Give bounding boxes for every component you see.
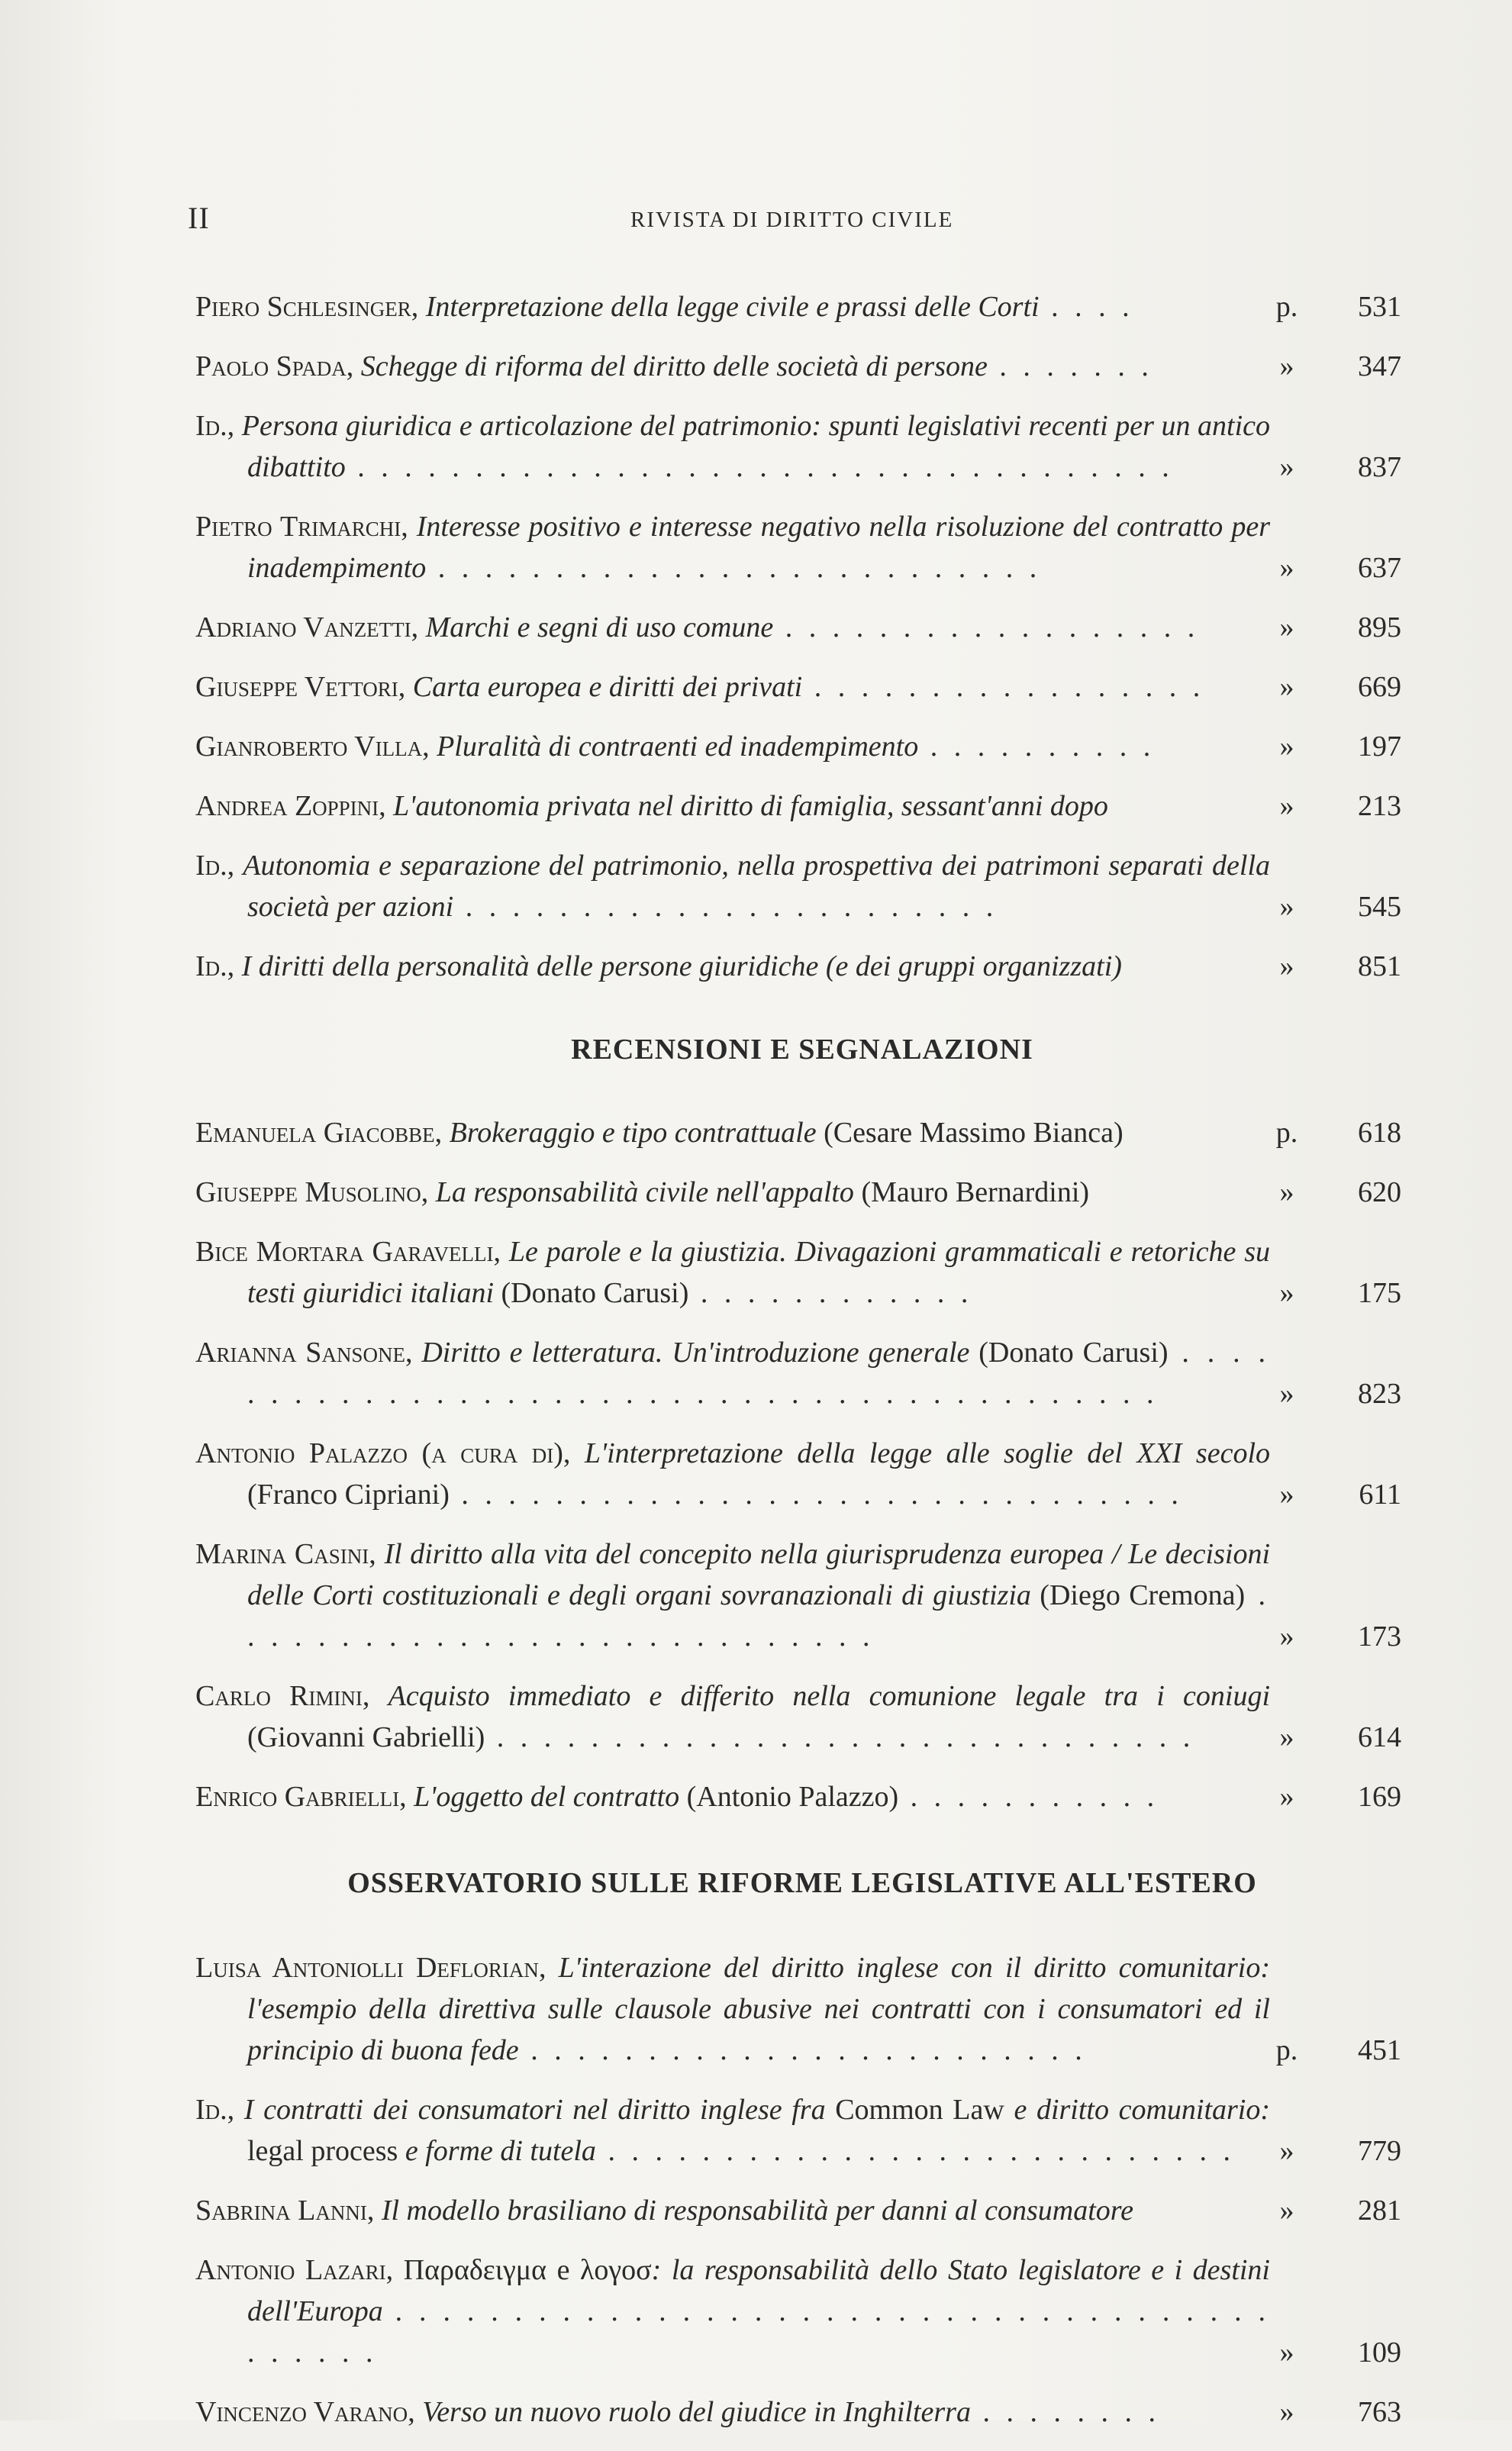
page-prefix: » [1279,1621,1294,1653]
toc-entry[interactable]: Id., Persona giuridica e articolazione del patrimonio: spunti legislativi recenti per un antico dibattito . . . . . . . . . . . . . . . . . . . . . . . . . . . . . . . . . . . » 837 [195,405,1409,488]
entry-title: Interesse positivo e interesse negativo nella risoluzione del contratto per inadempimento [247,511,1271,584]
entry-reviewer: (Franco Cipriani) [247,1479,450,1511]
dot-leader: . . . . . . . . . . . . . . . . . . . . . . . . . . . . . . . . . . . . . . . . . . . [247,2295,1270,2369]
entry-title-roman: legal process [247,2135,405,2167]
toc-entry[interactable]: Luisa Antoniolli Deflorian, L'interazione del diritto inglese con il diritto comunitario: l'esempio della direttiva sulle clausole abusive nei contratti con i consumatori ed il principio di buona fede . . . . . . . . . . . . . . . . . . . . . . . . p. 451 [195,1947,1409,2071]
entry-author: Enrico Gabrielli [195,1781,400,1813]
page-number: 197 [1358,730,1401,763]
dot-leader: . . . . . . . . . . . . . . . . . . . . . . . . . . . . . . . . . . . . . . . . . . . [247,1337,1271,1410]
entry-reviewer: (Giovanni Gabrielli) [247,1721,485,1753]
entry-reviewer: (Diego Cremona) [1040,1579,1246,1611]
page-prefix: » [1279,1277,1294,1309]
dot-leader: . . . . . . . [987,350,1153,382]
toc-entry[interactable]: Piero Schlesinger, Interpretazione della legge civile e prassi delle Corti . . . . p. 531 [195,286,1409,327]
page-prefix: » [1279,611,1294,643]
page-prefix: » [1279,1781,1294,1813]
entry-author: Antonio Palazzo (a cura di) [195,1437,563,1469]
dot-leader: . . . . . . . . . . . . . . . . . . . . . . . . . . . . . . . [449,1479,1183,1511]
page-prefix: » [1279,2135,1294,2167]
entry-title: Carta europea e diritti dei privati [412,671,803,703]
dot-leader: . . . . . . . . . . . . . . . . . . . . . . . . . . . . [247,1579,1271,1653]
entry-title-roman: e [546,2254,580,2286]
running-title: RIVISTA DI DIRITTO CIVILE [630,208,954,232]
toc-entry[interactable]: Emanuela Giacobbe, Brokeraggio e tipo contrattuale (Cesare Massimo Bianca) p. 618 [195,1112,1409,1153]
page-number: 213 [1358,790,1401,822]
entry-author: Adriano Vanzetti [195,611,411,643]
entry-title: Acquisto immediato e differito nella comunione legale tra i coniugi [388,1680,1271,1712]
toc-entry[interactable]: Arianna Sansone, Diritto e letteratura. Un'introduzione generale (Donato Carusi) . . . . . . . . . . . . . . . . . . . . . . . . . . . . . . . . . . . . . . . . . . . » 823 [195,1332,1409,1414]
entry-title: L'interpretazione della legge alle soglie del XXI secolo [584,1437,1270,1469]
page-number: 620 [1358,1176,1401,1208]
toc-entry[interactable]: Sabrina Lanni, Il modello brasiliano di responsabilità per danni al consumatore » 281 [195,2190,1409,2231]
page-ref [1272,1616,1401,1657]
page-prefix: » [1279,2396,1294,2428]
page-ref [1272,286,1401,327]
page-ref [1272,447,1401,488]
entry-title-part: e forme di tutela [405,2135,596,2167]
page-ref [1272,2030,1401,2071]
page-prefix: » [1279,950,1294,982]
page-prefix: p. [1275,2034,1298,2066]
page-number: 779 [1358,2135,1401,2167]
page-header [188,200,1409,246]
entry-author: Arianna Sansone [195,1337,405,1369]
entry-author: Andrea Zoppini [195,790,379,822]
entry-title: L'autonomia privata nel diritto di famiglia, sessant'anni dopo [393,790,1108,822]
toc-entry[interactable]: Adriano Vanzetti, Marchi e segni di uso comune . . . . . . . . . . . . . . . . . . » 895 [195,607,1409,648]
entry-title-roman: Common Law [825,2094,1014,2126]
entry-title-greek: λογοσ [579,2254,652,2286]
entry-author: Id. [195,410,227,442]
page-ref [1272,1272,1401,1314]
dot-leader: . . . . . . . . . . . . . . . . . . [773,611,1200,643]
entry-title: L'interazione del diritto inglese con il diritto comunitario: l'esempio della direttiva sulle clausole abusive nei contratti con i consumatori ed il principio di buona fede [247,1952,1271,2066]
page-ref [1272,547,1401,589]
entry-title: I diritti della personalità delle persone giuridiche (e dei gruppi organizzati) [241,950,1122,982]
toc-entry[interactable]: Giuseppe Musolino, La responsabilità civile nell'appalto (Mauro Bernardini) » 620 [195,1172,1409,1213]
dot-leader: . . . . [1039,291,1134,323]
dot-leader: . . . . . . . . . . . . . . . . . . . . . . . . . . [426,552,1042,584]
dot-leader: . . . . . . . . [970,2396,1160,2428]
page-ref [1272,1172,1401,1213]
dot-leader: . . . . . . . . . . [918,730,1156,763]
entry-title: Autonomia e separazione del patrimonio, nella prospettiva dei patrimoni separati della società per azioni [243,850,1270,923]
dot-leader: . . . . . . . . . . . . . . . . . . . . . . . [453,891,998,923]
entry-title: Marchi e segni di uso comune [425,611,774,643]
entry-author: Id. [195,850,227,882]
dot-leader: . . . . . . . . . . . . . . . . . [802,671,1205,703]
section-heading-recensioni: RECENSIONI E SEGNALAZIONI [571,1034,1033,1066]
toc-entry[interactable]: Enrico Gabrielli, L'oggetto del contratto (Antonio Palazzo) . . . . . . . . . . . » 169 [195,1776,1409,1817]
entry-reviewer: (Donato Carusi) [978,1337,1169,1369]
page-ref [1272,607,1401,648]
section-heading-osservatorio: OSSERVATORIO SULLE RIFORME LEGISLATIVE ALL'ESTERO [347,1867,1257,1899]
entry-title: Il modello brasiliano di responsabilità per danni al consumatore [381,2195,1134,2227]
entry-title: La responsabilità civile nell'appalto [435,1176,854,1208]
dot-leader: . . . . . . . . . . . . . . . . . . . . . . . . . . . . . . . . . . . [345,451,1174,483]
page-ref [1272,2190,1401,2231]
page-ref [1272,1474,1401,1515]
page-prefix: » [1279,1176,1294,1208]
entry-title: Brokeraggio e tipo contrattuale [449,1117,817,1149]
page-prefix: p. [1275,291,1298,323]
page-folio: II [188,201,210,235]
entry-title: Le parole e la giustizia. Divagazioni grammaticali e retoriche su testi giuridici italiani [247,1236,1270,1309]
toc-entry[interactable]: Id., Autonomia e separazione del patrimonio, nella prospettiva dei patrimoni separati della società per azioni . . . . . . . . . . . . . . . . . . . . . . . » 545 [195,845,1409,927]
toc-entry[interactable]: Antonio Lazari, Παραδειγμα e λογοσ: la responsabilità dello Stato legislatore e i destini dell'Europa . . . . . . . . . . . . . . . . . . . . . . . . . . . . . . . . . . . . . . . . . . . » 109 [195,2249,1409,2373]
entry-author: Gianroberto Villa [195,730,423,763]
page-ref [1272,1373,1401,1414]
page-number: 281 [1358,2195,1401,2227]
page-prefix: » [1279,2195,1294,2227]
dot-leader: . . . . . . . . . . . . . . . . . . . . . . . . . . . . . . [485,1721,1195,1753]
page-ref [1272,1112,1401,1153]
page-number: 451 [1358,2034,1401,2066]
entry-author: Paolo Spada [195,350,347,382]
entry-author: Pietro Trimarchi [195,511,401,543]
page-ref [1272,666,1401,708]
page-prefix: » [1279,1479,1294,1511]
entry-title: Il diritto alla vita del concepito nella giurisprudenza europea / Le decisioni delle Corti costituzionali e degli organi sovranazionali di giustizia [247,1538,1271,1611]
entry-author: Sabrina Lanni [195,2195,367,2227]
page-number: 173 [1358,1621,1401,1653]
entry-author: Piero Schlesinger [195,291,411,323]
toc-entry[interactable]: Antonio Palazzo (a cura di), L'interpretazione della legge alle soglie del XXI secolo (Franco Cipriani) . . . . . . . . . . . . . . . . . . . . . . . . . . . . . . . » 611 [195,1433,1409,1515]
entry-reviewer: (Donato Carusi) [501,1277,689,1309]
toc-entry[interactable]: Andrea Zoppini, L'autonomia privata nel diritto di famiglia, sessant'anni dopo » 213 [195,785,1409,827]
page-number: 347 [1358,350,1401,382]
entry-title: L'oggetto del contratto [414,1781,680,1813]
entry-author: Id. [195,950,227,982]
toc-entry[interactable]: Vincenzo Varano, Verso un nuovo ruolo del giudice in Inghilterra . . . . . . . . » 763 [195,2391,1409,2433]
entry-title: Schegge di riforma del diritto delle società di persone [360,350,988,382]
entry-reviewer: (Cesare Massimo Bianca) [824,1117,1124,1149]
entry-title-part: : la responsabilità dello Stato legislatore e i destini dell'Europa [247,2254,1270,2327]
page-number: 895 [1358,611,1401,643]
toc-entry[interactable]: Carlo Rimini, Acquisto immediato e differito nella comunione legale tra i coniugi (Giovanni Gabrielli) . . . . . . . . . . . . . . . . . . . . . . . . . . . . . . » 614 [195,1675,1409,1758]
page-number: 545 [1358,891,1401,923]
entry-author: Vincenzo Varano [195,2396,408,2428]
page-number: 175 [1358,1277,1401,1309]
entry-author: Carlo Rimini [195,1680,363,1712]
entry-title: Diritto e letteratura. Un'introduzione generale [421,1337,970,1369]
page-ref [1272,2332,1401,2373]
page-number: 637 [1358,552,1401,584]
page-number: 669 [1358,671,1401,703]
entry-author: Giuseppe Vettori [195,671,398,703]
page-ref [1272,1776,1401,1817]
page-prefix: » [1279,2337,1294,2369]
dot-leader: . . . . . . . . . . . . [688,1277,973,1309]
page-number: 531 [1358,291,1401,323]
page-ref [1272,886,1401,927]
page-ref [1272,1717,1401,1758]
toc-entry[interactable]: Giuseppe Vettori, Carta europea e diritti dei privati . . . . . . . . . . . . . . . . . » 669 [195,666,1409,708]
page-prefix: » [1279,1378,1294,1410]
toc-entry[interactable]: Gianroberto Villa, Pluralità di contraenti ed inadempimento . . . . . . . . . . » 197 [195,726,1409,767]
page-prefix: » [1279,1721,1294,1753]
entry-title: Interpretazione della legge civile e prassi delle Corti [425,291,1040,323]
entry-reviewer: (Mauro Bernardini) [861,1176,1090,1208]
page-ref [1272,2130,1401,2172]
entry-author: Bice Mortara Garavelli [195,1236,494,1268]
entry-title-greek: Παραδειγμα [403,2254,547,2286]
toc-entry[interactable]: Id., I contratti dei consumatori nel diritto inglese fra Common Law e diritto comunitario: legal process e forme di tutela . . . . . . . . . . . . . . . . . . . . . . . . . . . » 779 [195,2089,1409,2172]
page-ref [1272,2391,1401,2433]
page-number: 169 [1358,1781,1401,1813]
page-prefix: » [1279,552,1294,584]
entry-reviewer: (Antonio Palazzo) [686,1781,899,1813]
toc-entry[interactable]: Pietro Trimarchi, Interesse positivo e interesse negativo nella risoluzione del contratto per inadempimento . . . . . . . . . . . . . . . . . . . . . . . . . . » 637 [195,506,1409,589]
entry-title-part: e diritto comunitario: [1014,2094,1271,2126]
page-number: 763 [1358,2396,1401,2428]
page-number: 851 [1358,950,1401,982]
page-number: 611 [1359,1479,1401,1511]
page-number: 618 [1358,1117,1401,1149]
page-ref [1272,946,1401,987]
entry-author: Marina Casini [195,1538,369,1570]
entry-title: Pluralità di contraenti ed inadempimento [437,730,919,763]
page-prefix: » [1279,891,1294,923]
page-number: 823 [1358,1378,1401,1410]
page-prefix: » [1279,451,1294,483]
entry-title-part: I contratti dei consumatori nel diritto inglese fra [243,2094,826,2126]
entry-title: Persona giuridica e articolazione del patrimonio: spunti legislativi recenti per un antico dibattito [241,410,1271,483]
entry-author: Luisa Antoniolli Deflorian [195,1952,539,1984]
toc-entry[interactable]: Paolo Spada, Schegge di riforma del diritto delle società di persone . . . . . . . » 347 [195,346,1409,387]
dot-leader: . . . . . . . . . . . . . . . . . . . . . . . . . . . [595,2135,1235,2167]
dot-leader: . . . . . . . . . . . [898,1781,1159,1813]
entry-author: Emanuela Giacobbe [195,1117,435,1149]
page-prefix: » [1279,671,1294,703]
page-number: 109 [1358,2337,1401,2369]
toc-entry[interactable]: Marina Casini, Il diritto alla vita del concepito nella giurisprudenza europea / Le decisioni delle Corti costituzionali e degli organi sovranazionali di giustizia (Diego Cremona) . . . . . . . . . . . . . . . . . . . . . . . . . . . . » 173 [195,1533,1409,1657]
table-of-contents [195,286,1409,2451]
entry-author: Antonio Lazari [195,2254,386,2286]
dot-leader: . . . . . . . . . . . . . . . . . . . . . . . . [518,2034,1087,2066]
entry-title: Verso un nuovo ruolo del giudice in Inghilterra [422,2396,971,2428]
page-ref [1272,726,1401,767]
toc-entry[interactable]: Id., I diritti della personalità delle persone giuridiche (e dei gruppi organizzati) » 851 [195,946,1409,987]
entry-author: Id. [195,2094,227,2126]
entry-author: Giuseppe Musolino [195,1176,421,1208]
page-number: 614 [1358,1721,1401,1753]
page-prefix: » [1279,730,1294,763]
page-ref [1272,785,1401,827]
page-prefix: » [1279,790,1294,822]
page-prefix: » [1279,350,1294,382]
toc-entry[interactable]: Bice Mortara Garavelli, Le parole e la giustizia. Divagazioni grammaticali e retoriche su testi giuridici italiani (Donato Carusi) . . . . . . . . . . . . » 175 [195,1231,1409,1314]
page-ref [1272,346,1401,387]
page-prefix: p. [1275,1117,1298,1149]
page-number: 837 [1358,451,1401,483]
